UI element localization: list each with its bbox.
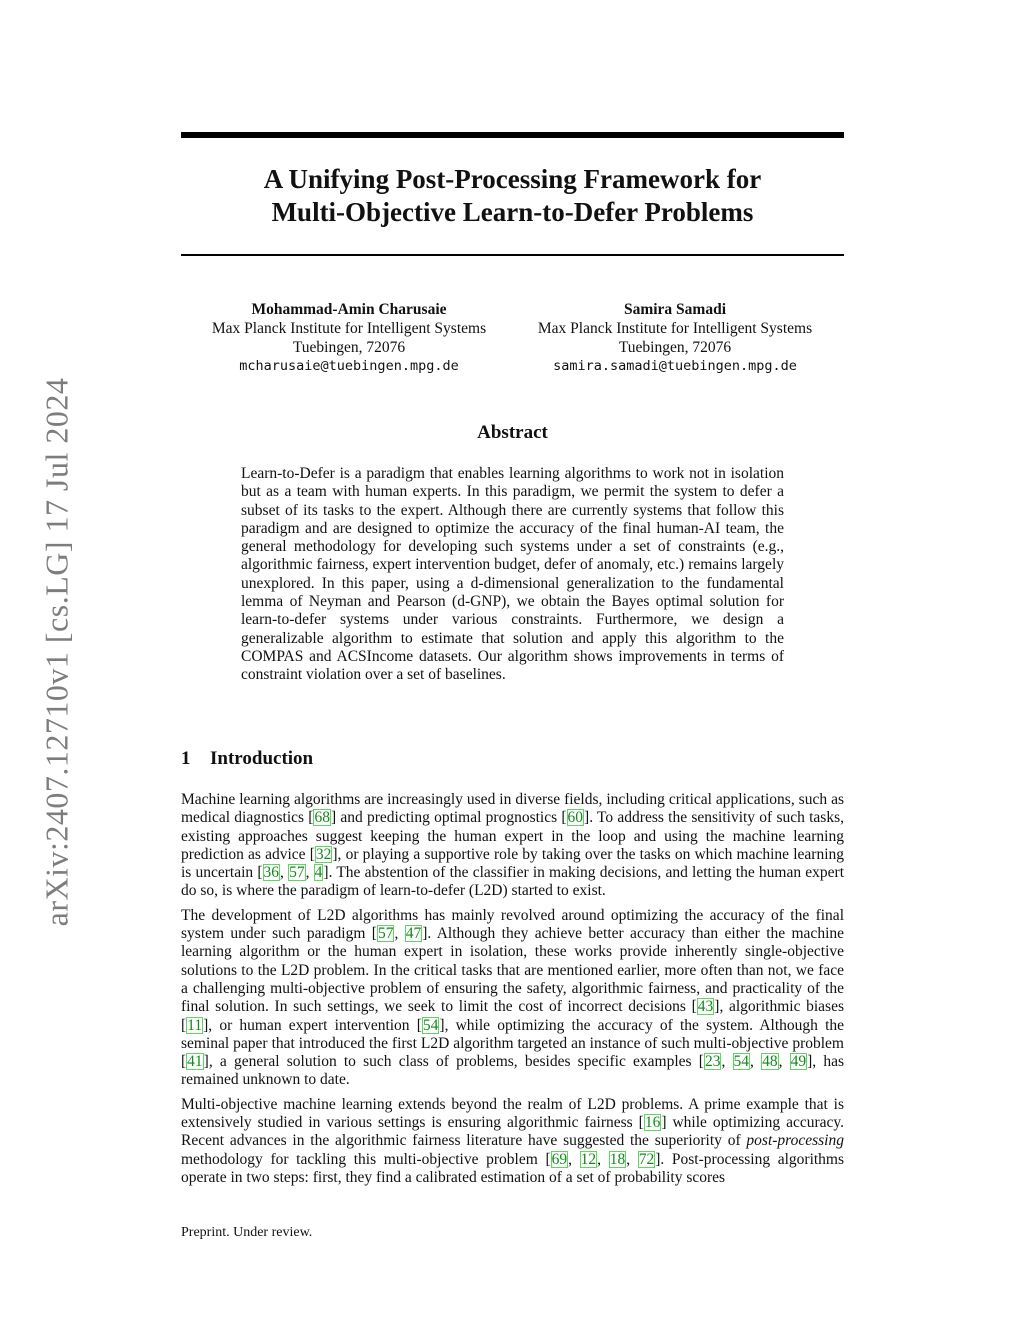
- citation: 23, 54, 48, 49: [704, 1053, 807, 1071]
- author-name: Mohammad-Amin Charusaie: [251, 301, 447, 318]
- citation-link[interactable]: 41: [187, 1053, 203, 1071]
- citation: 69, 12, 18, 72: [551, 1150, 655, 1168]
- paragraph: Machine learning algorithms are increasingly used in diverse fields, including critical applications, such as medical diagnostics [68] and predicting optimal prognostics [60]. To address the sensitivity of such tasks, existing approaches suggest keeping the human expert in the loop and using the machine learning prediction as advice [32], or playing a supportive role by taking over the tasks on which machine learning is uncertain [36, 57, 4]. The abstention of the classifier in making decisions, and letting the human expert do so, is where the paradigm of learn-to-defer (L2D) started to exist.: [181, 791, 845, 900]
- paragraph: Multi-objective machine learning extends beyond the realm of L2D problems. A prime example that is extensively studied in various settings is ensuring algorithmic fairness [16] while optimizing accuracy. Recent advances in the algorithmic fairness literature have suggested the superiority of post-processing methodology for tackling this multi-objective problem [69, 12, 18, 72]. Post-processing algorithms operate in two steps: first, they find a calibrated estimation of a set of probability scores: [181, 1095, 845, 1186]
- citation: [422, 1017, 440, 1034]
- citation-link[interactable]: 68: [314, 809, 330, 827]
- citation-link[interactable]: 43: [697, 998, 714, 1016]
- section-number: 1: [181, 748, 191, 769]
- title-line-1: A Unifying Post-Processing Framework for: [263, 164, 762, 194]
- citation-link[interactable]: 54: [733, 1053, 749, 1071]
- abstract-text: Learn-to-Defer is a paradigm that enables learning algorithms to work not in isolation but as a team with human experts. In this paradigm, we permit the system to defer a subset of its tasks to the expert. Although there are currently systems that follow this paradigm and are designed to optimize the accuracy of the final human-AI team, the general methodology for developing such systems under a set of constraints (e.g., algorithmic fairness, expert intervention budget, defer of anomaly, etc.) remains largely unexplored. In this paper, using a d-dimensional generalization to the fundamental lemma of Neyman and Pearson (d-GNP), we obtain the Bayes optimal solution for learn-to-defer systems under various constraints. Furthermore, we design a generalizable algorithm to estimate that solution and apply this algorithm to the COMPAS and ACSIncome datasets. Our algorithm shows improvements in terms of constraint violation over a set of baselines.: [241, 465, 784, 684]
- citation: 36, 57, 4: [263, 864, 323, 882]
- citation: [186, 1017, 203, 1034]
- author-affiliation: Max Planck Institute for Intelligent Systems: [537, 320, 813, 337]
- citation-link[interactable]: 72: [638, 1150, 655, 1168]
- author-email: mcharusaie@tuebingen.mpg.de: [239, 358, 459, 374]
- citation-link[interactable]: 36: [263, 864, 280, 882]
- paper-title: [181, 163, 844, 229]
- introduction-body: [181, 791, 844, 1193]
- citation-link[interactable]: 60: [567, 809, 584, 827]
- citation-link[interactable]: 48: [762, 1053, 778, 1071]
- citation-link[interactable]: 11: [187, 1016, 203, 1034]
- paragraph: The development of L2D algorithms has mainly revolved around optimizing the accuracy of the final system under such paradigm [57, 47]. Although they achieve better accuracy than either the machine learning algorithm or the human expert in isolation, these works provide inherently single-objective solutions to the L2D problem. In the critical tasks that are mentioned earlier, more often than not, we face a challenging multi-objective problem of ensuring the safety, algorithmic fairness, and practicality of the final solution. In such settings, we seek to limit the cost of incorrect decisions [43], algorithmic biases [11], or human expert intervention [54], while optimizing the accuracy of the system. Although the seminal paper that introduced the first L2D algorithm targeted an instance of such multi-objective problem [41], a general solution to such class of problems, besides specific examples [23, 54, 48, 49], has remained unknown to date.: [181, 906, 845, 1089]
- citation-link[interactable]: 32: [315, 845, 332, 863]
- citation: [644, 1114, 662, 1131]
- emphasis: post-processing: [746, 1132, 844, 1150]
- citation: [186, 1053, 204, 1070]
- citation-link[interactable]: 57: [377, 925, 394, 943]
- section-heading: [181, 748, 313, 770]
- citation: [315, 846, 333, 863]
- author-name: Samira Samadi: [623, 301, 727, 318]
- citation: [697, 998, 715, 1015]
- citation-link[interactable]: 57: [289, 864, 305, 882]
- author-city: Tuebingen, 72076: [292, 339, 406, 356]
- title-bottom-rule: [181, 254, 844, 256]
- citation-link[interactable]: 12: [580, 1150, 597, 1168]
- citation-link[interactable]: 49: [790, 1053, 807, 1071]
- citation: [313, 809, 331, 826]
- citation: [567, 809, 585, 826]
- author-email: samira.samadi@tuebingen.mpg.de: [553, 358, 797, 374]
- citation-link[interactable]: 54: [422, 1016, 439, 1034]
- citation-link[interactable]: 18: [609, 1150, 626, 1168]
- title-top-rule: [181, 132, 844, 138]
- author-block-2: [515, 300, 835, 376]
- citation-link[interactable]: 69: [551, 1150, 568, 1168]
- citation-link[interactable]: 47: [405, 925, 422, 943]
- title-line-2: Multi-Objective Learn-to-Defer Problems: [271, 197, 754, 227]
- author-block-1: [189, 300, 509, 376]
- section-title: Introduction: [210, 748, 314, 769]
- citation: 57, 47: [377, 925, 422, 943]
- citation-link[interactable]: 23: [704, 1053, 721, 1071]
- citation-link[interactable]: 4: [314, 864, 323, 882]
- abstract-heading: Abstract: [477, 422, 548, 443]
- citation-link[interactable]: 16: [644, 1114, 661, 1132]
- author-affiliation: Max Planck Institute for Intelligent Systems: [211, 320, 487, 337]
- author-city: Tuebingen, 72076: [618, 339, 732, 356]
- footer-note: Preprint. Under review.: [181, 1225, 313, 1240]
- arxiv-identifier: arXiv:2407.12710v1 [cs.LG] 17 Jul 2024: [38, 377, 75, 927]
